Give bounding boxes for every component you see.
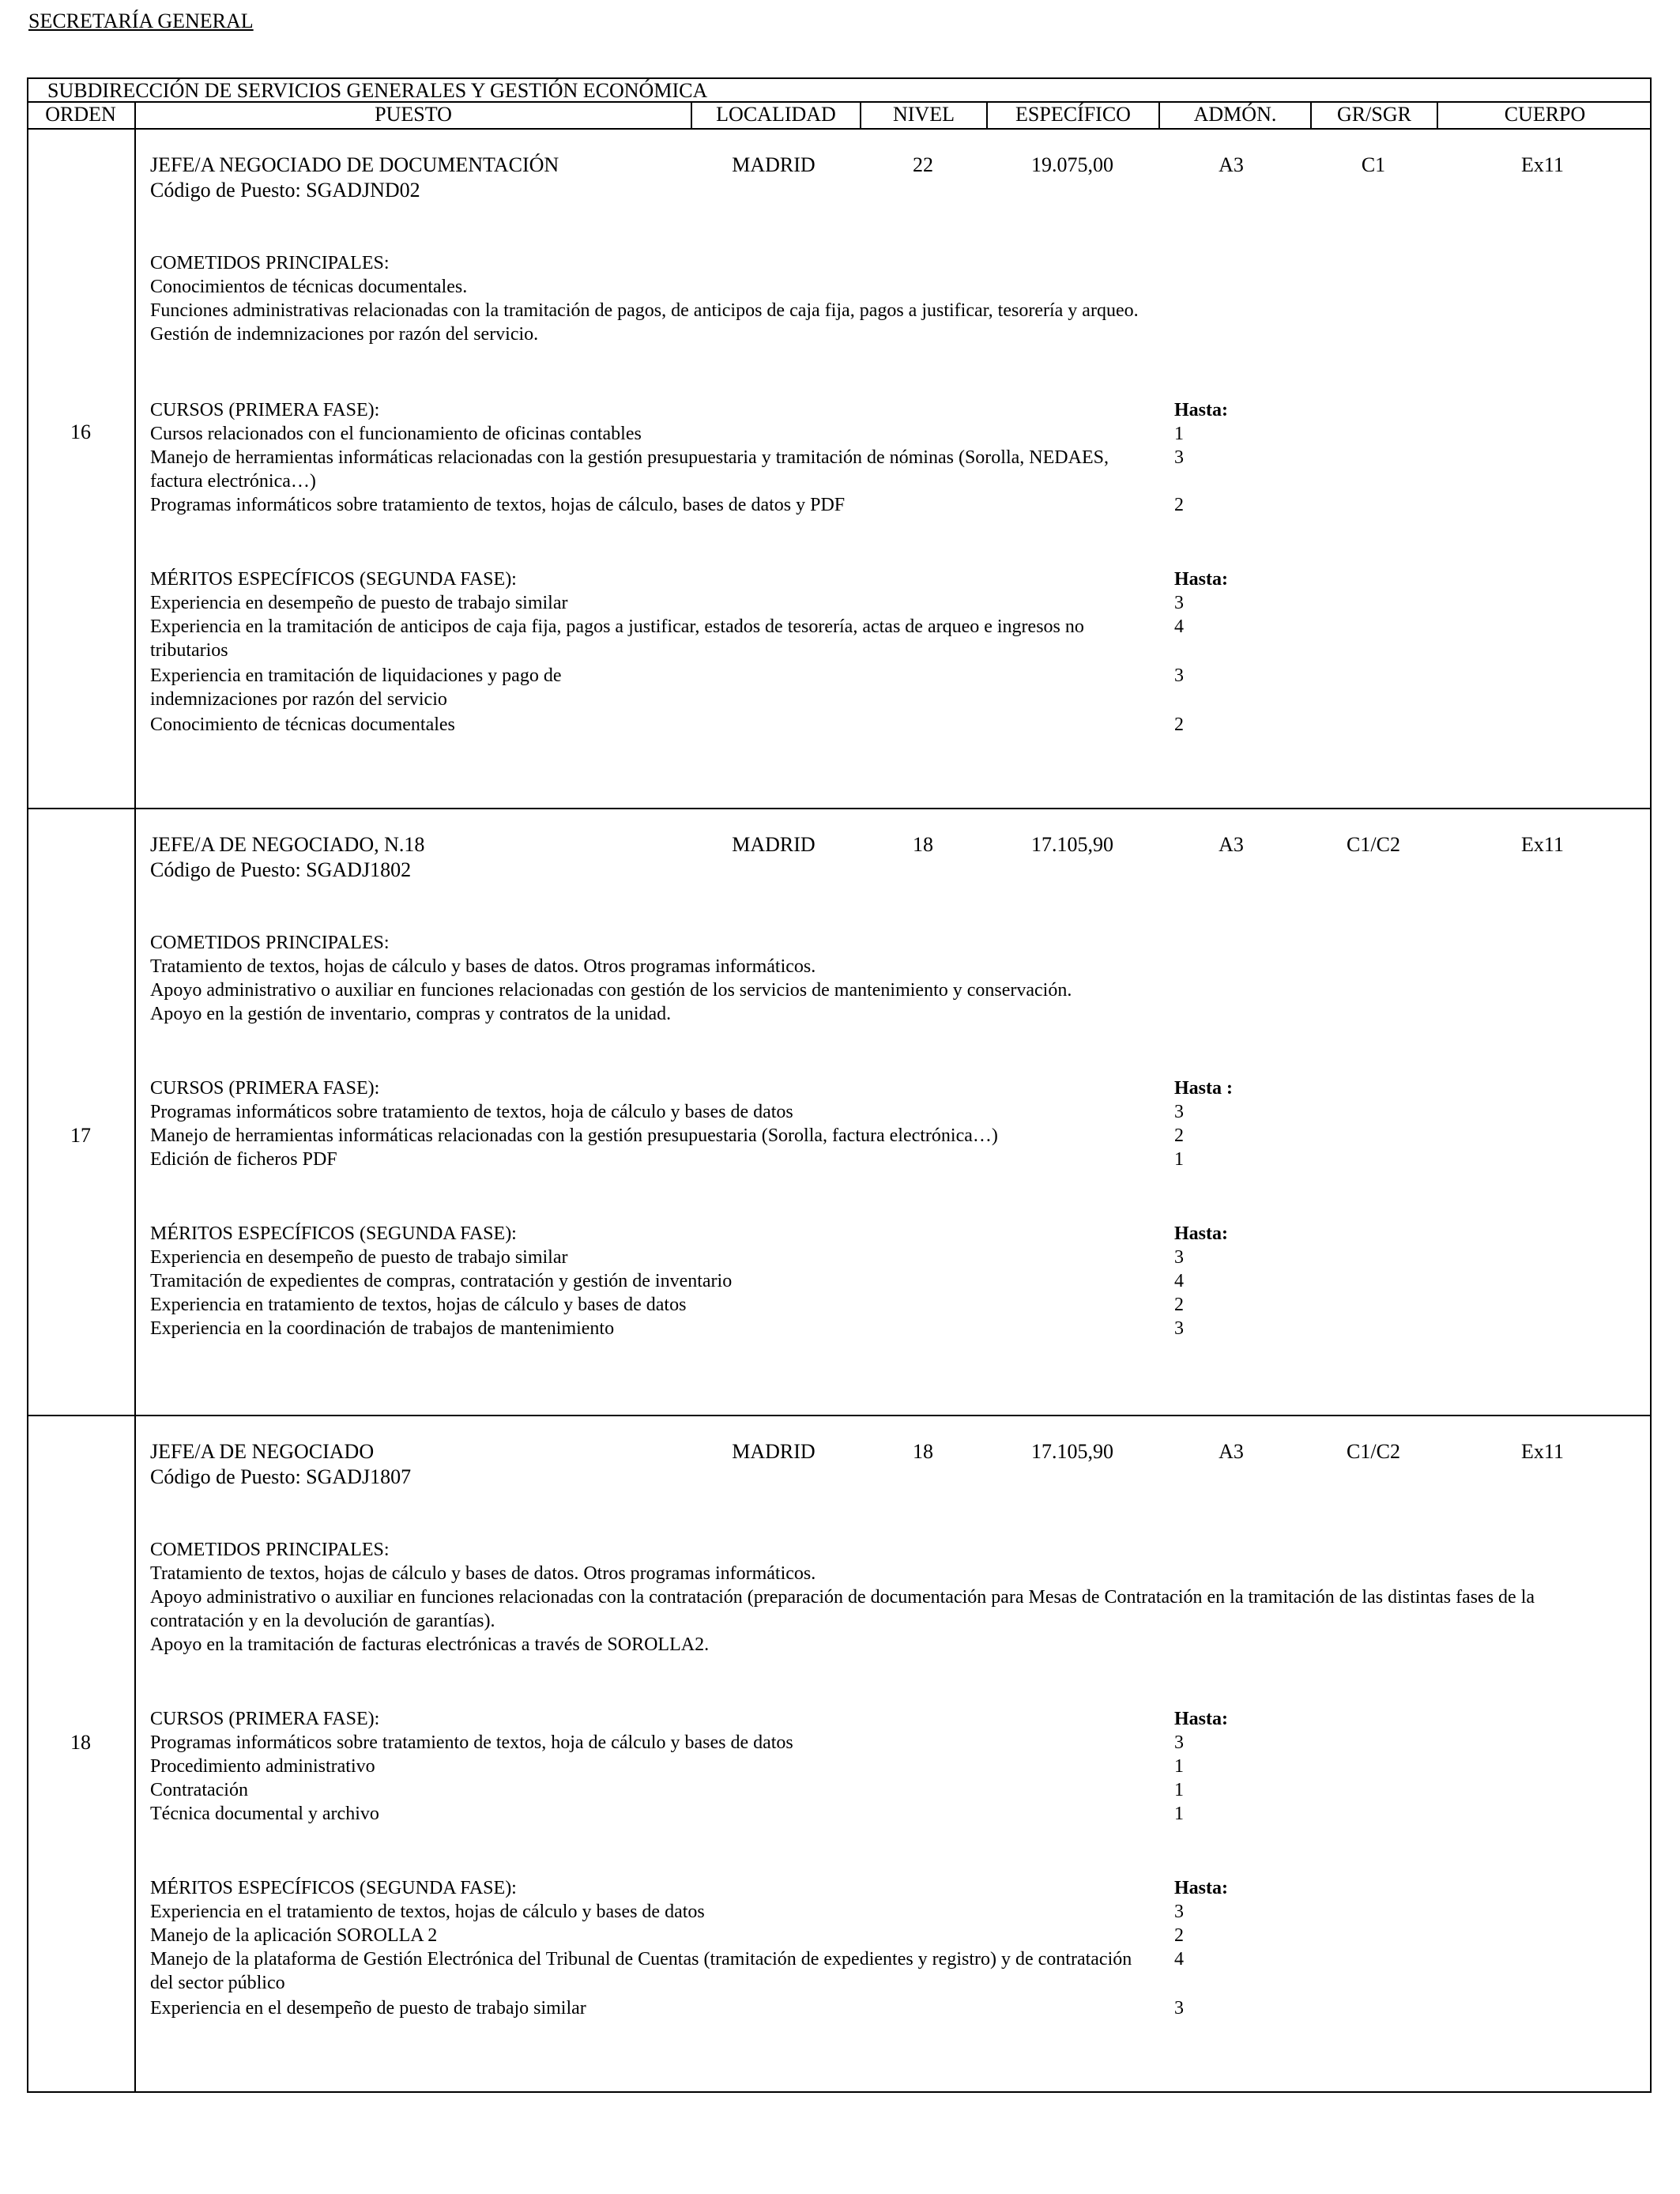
row-orden: 16 — [70, 420, 91, 443]
list-item: Experiencia en desempeño de puesto de trabajo similar — [150, 1247, 568, 1268]
points: 1 — [1174, 1804, 1184, 1824]
list-item: Programas informáticos sobre tratamiento de textos, hojas de cálculo, bases de datos y PDF — [150, 495, 846, 515]
list-item: Manejo de herramientas informáticas relacionadas con la gestión presupuestaria y tramitación de nóminas (Sorolla, NEDAES, factura electrónica…) — [150, 447, 1109, 492]
nivel: 22 — [913, 153, 933, 176]
hasta-label: Hasta: — [1174, 400, 1228, 420]
list-item: Manejo de herramientas informáticas relacionadas con la gestión presupuestaria (Sorolla, factura electrónica…) — [150, 1125, 998, 1146]
list-item: Programas informáticos sobre tratamiento de textos, hoja de cálculo y bases de datos — [150, 1732, 793, 1753]
cursos-section-title: CURSOS (PRIMERA FASE): — [150, 1709, 380, 1729]
list-item: Manejo de la plataforma de Gestión Electrónica del Tribunal de Cuentas (tramitación de expedientes y registro) y de contratación del sector público — [150, 1949, 1132, 1993]
row-divider — [27, 808, 1652, 809]
localidad: MADRID — [732, 153, 816, 176]
list-item: Apoyo administrativo o auxiliar en funciones relacionadas con gestión de los servicios de mantenimiento y conservación. — [150, 980, 1072, 1001]
list-item: Experiencia en desempeño de puesto de trabajo similar — [150, 593, 568, 613]
section-title: COMETIDOS PRINCIPALES: — [150, 253, 390, 273]
points: 3 — [1174, 447, 1184, 468]
points: 3 — [1174, 665, 1184, 686]
meritos-section-title: MÉRITOS ESPECÍFICOS (SEGUNDA FASE): — [150, 1223, 517, 1244]
col-header-nivel: NIVEL — [860, 103, 986, 128]
list-item: Manejo de la aplicación SOROLLA 2 — [150, 1925, 438, 1946]
nivel: 18 — [913, 833, 933, 856]
points: 4 — [1174, 616, 1184, 637]
especifico: 17.105,90 — [1031, 833, 1113, 856]
localidad: MADRID — [732, 833, 816, 856]
col-header-cuerpo: CUERPO — [1437, 103, 1652, 128]
list-item: Experiencia en el tratamiento de textos, hojas de cálculo y bases de datos — [150, 1902, 705, 1922]
cursos-section-title: CURSOS (PRIMERA FASE): — [150, 400, 380, 420]
hasta-label: Hasta: — [1174, 1878, 1228, 1898]
cursos-section-title: CURSOS (PRIMERA FASE): — [150, 1078, 380, 1099]
points: 3 — [1174, 1318, 1184, 1339]
list-item: Técnica documental y archivo — [150, 1804, 379, 1824]
points: 1 — [1174, 1756, 1184, 1777]
list-item: Funciones administrativas relacionadas con la tramitación de pagos, de anticipos de caja fija, pagos a justificar, tesorería y arqueo. — [150, 300, 1139, 321]
list-item: Programas informáticos sobre tratamiento de textos, hoja de cálculo y bases de datos — [150, 1102, 793, 1122]
puesto-title: JEFE/A DE NEGOCIADO, N.18 — [150, 833, 425, 856]
puesto-code: Código de Puesto: SGADJND02 — [150, 179, 420, 202]
meritos-section-title: MÉRITOS ESPECÍFICOS (SEGUNDA FASE): — [150, 1878, 517, 1898]
admon: A3 — [1219, 1440, 1244, 1463]
section-title: COMETIDOS PRINCIPALES: — [150, 1540, 390, 1560]
points: 1 — [1174, 1149, 1184, 1170]
especifico: 19.075,00 — [1031, 153, 1113, 176]
col-header-admon: ADMÓN. — [1158, 103, 1310, 128]
col-header-especifico: ESPECÍFICO — [986, 103, 1158, 128]
orden-column-divider — [134, 128, 136, 2093]
list-item: Edición de ficheros PDF — [150, 1149, 337, 1170]
list-item: Experiencia en la tramitación de anticipos de caja fija, pagos a justificar, estados de tesorería, actas de arqueo e ingresos no tributarios — [150, 616, 1084, 661]
row-orden: 18 — [70, 1731, 91, 1754]
list-item: Apoyo en la tramitación de facturas electrónicas a través de SOROLLA2. — [150, 1634, 710, 1655]
points: 3 — [1174, 593, 1184, 613]
points: 2 — [1174, 714, 1184, 735]
grupo: C1/C2 — [1347, 833, 1400, 856]
cuerpo: Ex11 — [1521, 153, 1564, 176]
col-header-orden: ORDEN — [45, 103, 116, 126]
localidad: MADRID — [732, 1440, 816, 1463]
cuerpo: Ex11 — [1521, 1440, 1564, 1463]
list-item: Conocimientos de técnicas documentales. — [150, 277, 468, 297]
header-divider — [27, 128, 1652, 130]
points: 2 — [1174, 1125, 1184, 1146]
points: 2 — [1174, 1925, 1184, 1946]
list-item: Experiencia en tratamiento de textos, hojas de cálculo y bases de datos — [150, 1295, 687, 1315]
list-item: Procedimiento administrativo — [150, 1756, 375, 1777]
list-item: Cursos relacionados con el funcionamiento de oficinas contables — [150, 424, 642, 444]
puesto-title: JEFE/A DE NEGOCIADO — [150, 1440, 375, 1463]
list-item: Tratamiento de textos, hojas de cálculo y bases de datos. Otros programas informáticos. — [150, 1563, 816, 1584]
nivel: 18 — [913, 1440, 933, 1463]
hasta-label: Hasta : — [1174, 1078, 1233, 1099]
puesto-code: Código de Puesto: SGADJ1807 — [150, 1465, 412, 1488]
points: 3 — [1174, 1102, 1184, 1122]
row-orden: 17 — [70, 1124, 91, 1147]
points: 3 — [1174, 1732, 1184, 1753]
cuerpo: Ex11 — [1521, 833, 1564, 856]
grupo: C1/C2 — [1347, 1440, 1400, 1463]
list-item: Gestión de indemnizaciones por razón del servicio. — [150, 324, 539, 345]
points: 4 — [1174, 1271, 1184, 1291]
list-item: Experiencia en tramitación de liquidaciones y pago de indemnizaciones por razón del servicio — [150, 665, 562, 710]
hasta-label: Hasta: — [1174, 1223, 1228, 1244]
org-title: SECRETARÍA GENERAL — [28, 9, 254, 32]
col-header-localidad: LOCALIDAD — [691, 103, 860, 128]
points: 2 — [1174, 1295, 1184, 1315]
section-title: COMETIDOS PRINCIPALES: — [150, 933, 390, 953]
list-item: Experiencia en la coordinación de trabajos de mantenimiento — [150, 1318, 615, 1339]
points: 4 — [1174, 1949, 1184, 1970]
points: 1 — [1174, 1780, 1184, 1800]
admon: A3 — [1219, 833, 1244, 856]
meritos-section-title: MÉRITOS ESPECÍFICOS (SEGUNDA FASE): — [150, 569, 517, 590]
grupo: C1 — [1361, 153, 1386, 176]
points: 1 — [1174, 424, 1184, 444]
admon: A3 — [1219, 153, 1244, 176]
subdireccion-title: SUBDIRECCIÓN DE SERVICIOS GENERALES Y GESTIÓN ECONÓMICA — [47, 79, 708, 102]
especifico: 17.105,90 — [1031, 1440, 1113, 1463]
hasta-label: Hasta: — [1174, 1709, 1228, 1729]
list-item: Contratación — [150, 1780, 248, 1800]
col-header-puesto: PUESTO — [134, 103, 691, 128]
list-item: Experiencia en el desempeño de puesto de trabajo similar — [150, 1998, 586, 2019]
hasta-label: Hasta: — [1174, 569, 1228, 590]
col-header-grupo: GR/SGR — [1310, 103, 1437, 128]
cometidos-section — [150, 1538, 1636, 1657]
cometidos-section — [150, 931, 1636, 1026]
list-item: Apoyo administrativo o auxiliar en funciones relacionadas con la contratación (preparación de documentación para Mesas de Contratación en la tramitación de las distintas fases de la contratación y en la devolución de garantías). — [150, 1587, 1535, 1631]
cometidos-section — [150, 251, 1636, 346]
row-divider — [27, 1415, 1652, 1416]
list-item: Tramitación de expedientes de compras, contratación y gestión de inventario — [150, 1271, 733, 1291]
puesto-title: JEFE/A NEGOCIADO DE DOCUMENTACIÓN — [150, 153, 559, 176]
list-item: Conocimiento de técnicas documentales — [150, 714, 455, 735]
puesto-code: Código de Puesto: SGADJ1802 — [150, 858, 412, 881]
list-item: Tratamiento de textos, hojas de cálculo y bases de datos. Otros programas informáticos. — [150, 956, 816, 977]
points: 2 — [1174, 495, 1184, 515]
points: 3 — [1174, 1998, 1184, 2019]
list-item: Apoyo en la gestión de inventario, compras y contratos de la unidad. — [150, 1004, 672, 1024]
points: 3 — [1174, 1247, 1184, 1268]
points: 3 — [1174, 1902, 1184, 1922]
